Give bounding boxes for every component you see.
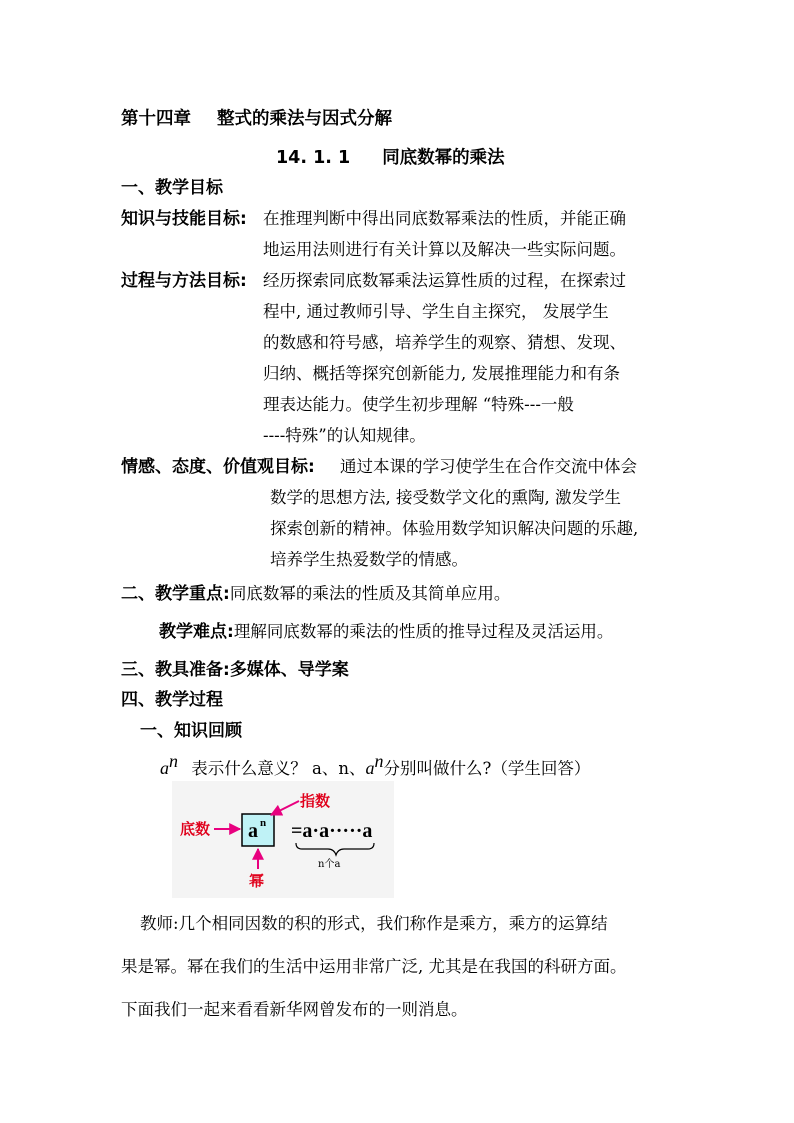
emotion-goal-label: 情感、态度、价值观目标: xyxy=(121,457,315,477)
emotion-goal-line: 探索创新的精神。体验用数学知识解决问题的乐趣, xyxy=(270,519,639,538)
process-goal-line: ----特殊”的认知规律。 xyxy=(263,426,426,445)
base-label: 底数 xyxy=(180,820,211,838)
teacher-line: 果是幂。幂在我们的生活中运用非常广泛, 尤其是在我国的科研方面。 xyxy=(121,957,627,976)
emotion-goal-line: 通过本课的学习使学生在合作交流中体会 xyxy=(340,457,637,476)
knowledge-goal-line: 在推理判断中得出同底数幂乘法的性质，并能正确 xyxy=(263,209,626,228)
review-heading: 一、知识回顾 xyxy=(140,721,242,741)
emotion-goal-line: 培养学生热爱数学的情感。 xyxy=(270,550,468,569)
goals-heading: 一、教学目标 xyxy=(121,178,223,198)
math-a: a xyxy=(160,758,169,778)
exponent-label: 指数 xyxy=(300,792,331,810)
key-points-label: 二、教学重点: xyxy=(121,584,230,604)
power-box xyxy=(242,814,274,846)
process-goal-line: 归纳、概括等探究创新能力, 发展推理能力和有条 xyxy=(263,364,620,383)
tools-label: 三、教具准备: xyxy=(121,660,230,680)
review-question-part1: 表示什么意义？ a、n、 xyxy=(191,759,366,778)
emotion-goal-line: 数学的思想方法, 接受数学文化的熏陶, 激发学生 xyxy=(270,488,621,507)
difficulties xyxy=(159,620,613,644)
key-points xyxy=(121,582,510,606)
review-question xyxy=(160,749,590,781)
tools xyxy=(121,658,349,682)
teacher-line: 下面我们一起来看看新华网曾发布的一则消息。 xyxy=(121,1000,468,1019)
tools-text: 多媒体、导学案 xyxy=(229,660,349,680)
process-goal-line: 经历探索同底数幂乘法运算性质的过程，在探索过 xyxy=(263,271,626,290)
teacher-line: 几个相同因数的积的形式，我们称作是乘方，乘方的运算结 xyxy=(178,914,608,933)
power-diagram-svg xyxy=(172,781,394,898)
process-goal-line: 理表达能力。使学生初步理解 “特殊---一般 xyxy=(263,395,574,414)
chapter-heading xyxy=(121,107,392,131)
section-number: 14. 1. 1 xyxy=(276,148,351,168)
difficulties-label: 教学难点: xyxy=(159,622,234,642)
count-label: n个a xyxy=(318,859,341,870)
teacher-paragraph xyxy=(140,912,608,936)
chapter-prefix: 第十四章 xyxy=(121,109,191,129)
math-n: n xyxy=(374,751,384,771)
math-a: a xyxy=(365,758,375,778)
section-heading xyxy=(276,146,505,170)
teacher-label: 教师: xyxy=(140,914,179,933)
process-goal-label: 过程与方法目标: xyxy=(121,271,247,291)
exponent-arrow xyxy=(271,801,299,815)
process-heading: 四、教学过程 xyxy=(121,690,223,710)
key-points-text: 同底数幂的乘法的性质及其简单应用。 xyxy=(229,584,511,603)
expansion: =a·a·····a xyxy=(291,820,373,842)
process-goal-line: 程中, 通过教师引导、学生自主探究， 发展学生 xyxy=(263,302,609,321)
power-label: 幂 xyxy=(249,872,265,890)
math-n: n xyxy=(169,751,178,771)
process-goal-line: 的数感和符号感，培养学生的观察、猜想、发现、 xyxy=(263,333,626,352)
power-diagram xyxy=(172,781,394,898)
box-exponent: n xyxy=(260,817,267,829)
chapter-title: 整式的乘法与因式分解 xyxy=(217,109,392,129)
box-base: a xyxy=(248,820,258,842)
section-title: 同底数幂的乘法 xyxy=(382,148,505,168)
knowledge-goal-label: 知识与技能目标: xyxy=(121,209,247,229)
review-question-part2: 分别叫做什么?（学生回答） xyxy=(383,759,591,778)
knowledge-goal-line: 地运用法则进行有关计算以及解决一些实际问题。 xyxy=(263,240,626,259)
underbrace xyxy=(296,843,374,855)
difficulties-text: 理解同底数幂的乘法的性质的推导过程及灵活运用。 xyxy=(233,622,614,641)
